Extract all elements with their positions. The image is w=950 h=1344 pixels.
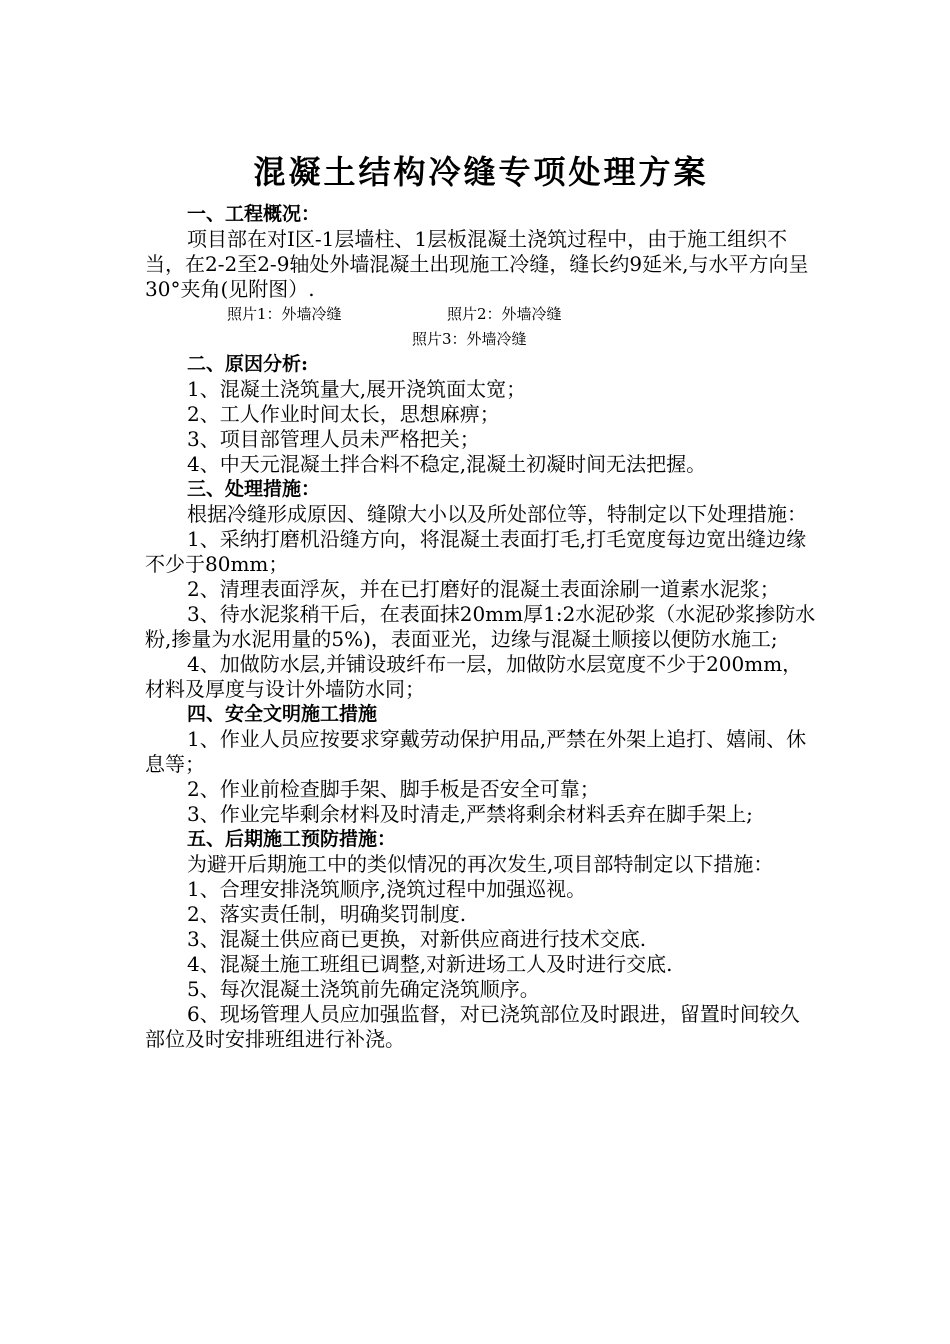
section-heading-cause-analysis: 二、原因分析: (187, 353, 309, 375)
list-item: 4、混凝土施工班组已调整,对新进场工人及时进行交底. (187, 952, 673, 976)
list-item: 1、采纳打磨机沿缝方向，将混凝土表面打毛,打毛宽度每边宽出缝边缘不少于80mm； (145, 527, 807, 576)
list-item: 2、清理表面浮灰，并在已打磨好的混凝土表面涂刷一道素水泥浆； (187, 577, 780, 601)
list-item: 4、加做防水层,并铺设玻纤布一层，加做防水层宽度不少于200mm，材料及厚度与设计外墙防水同； (145, 652, 803, 701)
section-heading-treatment: 三、处理措施： (187, 478, 321, 500)
list-item: 1、作业人员应按要求穿戴劳动保护用品,严禁在外架上追打、嬉闹、休息等； (145, 727, 807, 776)
list-item: 2、落实责任制，明确奖罚制度. (187, 902, 467, 926)
list-item: 1、合理安排浇筑顺序,浇筑过程中加强巡视。 (187, 877, 587, 901)
photo-caption-2: 照片2：外墙冷缝 (447, 305, 562, 323)
document-page (145, 150, 817, 1052)
photo-captions-row (145, 302, 817, 327)
photo-caption-3: 照片3：外墙冷缝 (412, 330, 527, 348)
list-item: 3、混凝土供应商已更换，对新供应商进行技术交底. (187, 927, 647, 951)
list-item: 1、混凝土浇筑量大,展开浇筑面太宽； (187, 377, 527, 401)
paragraph: 根据冷缝形成原因、缝隙大小以及所处部位等，特制定以下处理措施： (187, 502, 807, 526)
list-item: 5、每次混凝土浇筑前先确定浇筑顺序。 (187, 977, 540, 1001)
list-item: 2、作业前检查脚手架、脚手板是否安全可靠； (187, 777, 600, 801)
section-heading-safety: 四、安全文明施工措施 (187, 703, 378, 725)
section-heading-prevention: 五、后期施工预防措施： (187, 828, 397, 850)
list-item: 3、待水泥浆稍干后，在表面抹20mm厚1:2水泥砂浆（水泥砂浆掺防水粉,掺量为水泥用量的5%)，表面亚光，边缘与混凝土顺接以便防水施工; (145, 602, 816, 651)
photo-captions-row (145, 327, 817, 352)
list-item: 4、中天元混凝土拌合料不稳定,混凝土初凝时间无法把握。 (187, 452, 707, 476)
list-item: 3、作业完毕剩余材料及时清走,严禁将剩余材料丢弃在脚手架上; (187, 802, 753, 826)
list-item: 2、工人作业时间太长，思想麻痹； (187, 402, 500, 426)
document-title: 混凝土结构冷缝专项处理方案 (253, 153, 709, 191)
list-item: 3、项目部管理人员未严格把关； (187, 427, 480, 451)
paragraph: 项目部在对Ⅰ区-1层墙柱、1层板混凝土浇筑过程中，由于施工组织不当，在2-2至2-9轴处外墙混凝土出现施工冷缝，缝长约9延米,与水平方向呈30°夹角(见附图）. (145, 227, 809, 301)
photo-caption-1: 照片1：外墙冷缝 (227, 305, 342, 323)
section-heading-overview: 一、工程概况： (187, 203, 321, 225)
paragraph: 为避开后期施工中的类似情况的再次发生,项目部特制定以下措施： (187, 852, 774, 876)
list-item: 6、现场管理人员应加强监督，对已浇筑部位及时跟进，留置时间较久部位及时安排班组进行补浇。 (145, 1002, 800, 1051)
